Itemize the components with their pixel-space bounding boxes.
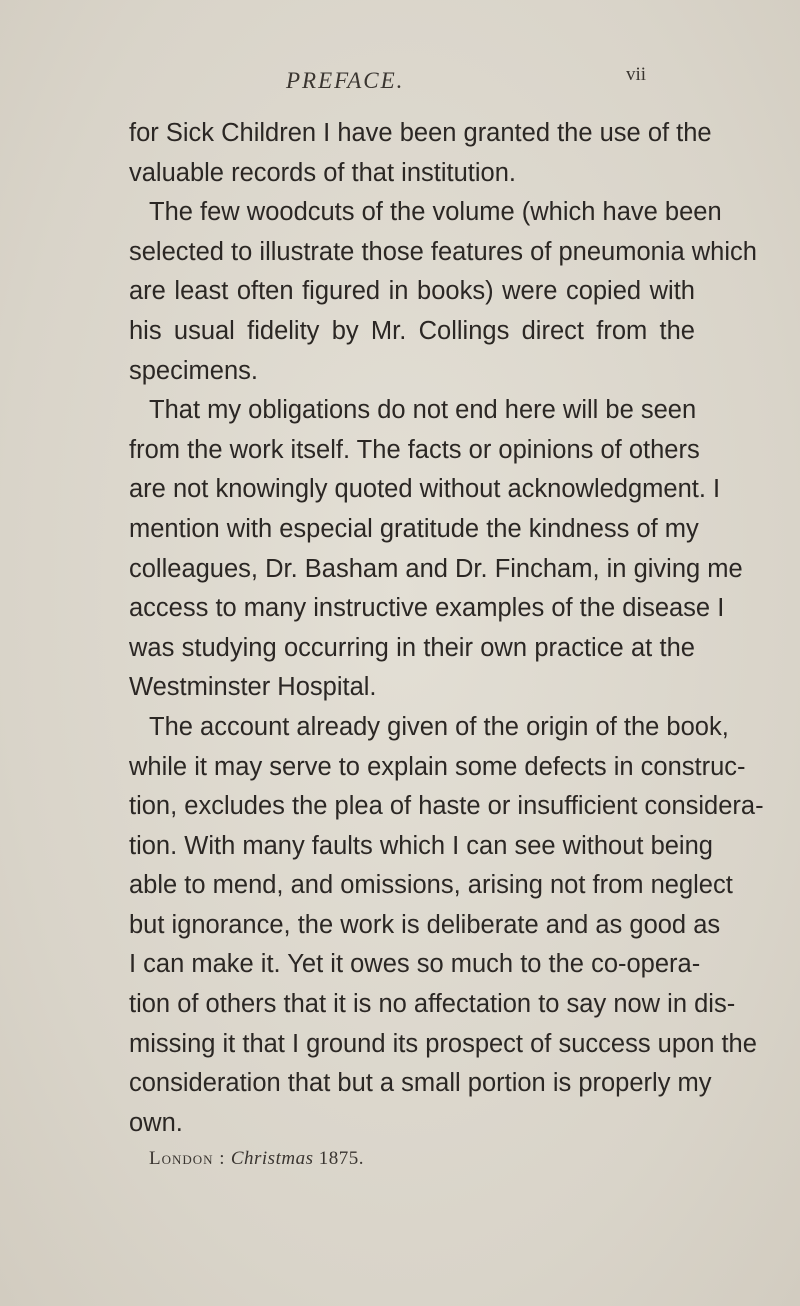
dateline-place: London :: [149, 1148, 226, 1169]
text-line: That my obligations do not end here will be seen: [149, 396, 697, 425]
dateline-occasion: Christmas: [230, 1148, 314, 1169]
text-line: The few woodcuts of the volume (which have been: [149, 198, 722, 227]
text-line: The account already given of the origin of the book,: [149, 712, 729, 741]
text-line: I can make it. Yet it owes so much to the co-opera-: [129, 950, 701, 979]
text-line: are least often figured in books) were copied with: [129, 277, 695, 306]
text-line: consideration that but a small portion is properly my: [129, 1069, 712, 1098]
running-head: PREFACE.: [286, 68, 405, 93]
dateline-year: 1875.: [318, 1148, 364, 1169]
text-line: are not knowingly quoted without acknowledgment. I: [129, 475, 721, 504]
text-line: own.: [129, 1108, 183, 1137]
text-line: colleagues, Dr. Basham and Dr. Fincham, in giving me: [129, 554, 743, 583]
page-number: vii: [626, 64, 647, 85]
text-line: tion of others that it is no affectation to say now in dis-: [129, 990, 736, 1019]
text-line: able to mend, and omissions, arising not from neglect: [129, 871, 733, 900]
page-header: [0, 64, 800, 104]
text-line: Westminster Hospital.: [129, 673, 377, 702]
text-line: while it may serve to explain some defects in construc-: [129, 752, 746, 781]
text-line: was studying occurring in their own practice at the: [129, 633, 695, 662]
text-line: for Sick Children I have been granted the use of the: [129, 119, 712, 147]
text-line: specimens.: [129, 356, 258, 385]
text-line: tion. With many faults which I can see without being: [129, 831, 713, 860]
text-line: valuable records of that institution.: [129, 158, 516, 187]
text-line: but ignorance, the work is deliberate and as good as: [129, 910, 721, 939]
dateline: [149, 1148, 364, 1170]
text-line: selected to illustrate those features of pneumonia which: [129, 237, 757, 266]
text-line: access to many instructive examples of the disease I: [129, 594, 725, 623]
text-line: his usual fidelity by Mr. Collings direct from the: [129, 316, 695, 345]
preface-body: [129, 114, 764, 1143]
text-line: tion, excludes the plea of haste or insufficient considera-: [129, 792, 764, 821]
text-line: mention with especial gratitude the kindness of my: [129, 514, 699, 543]
text-line: from the work itself. The facts or opinions of others: [129, 435, 700, 464]
text-line: missing it that I ground its prospect of success upon the: [129, 1029, 757, 1058]
